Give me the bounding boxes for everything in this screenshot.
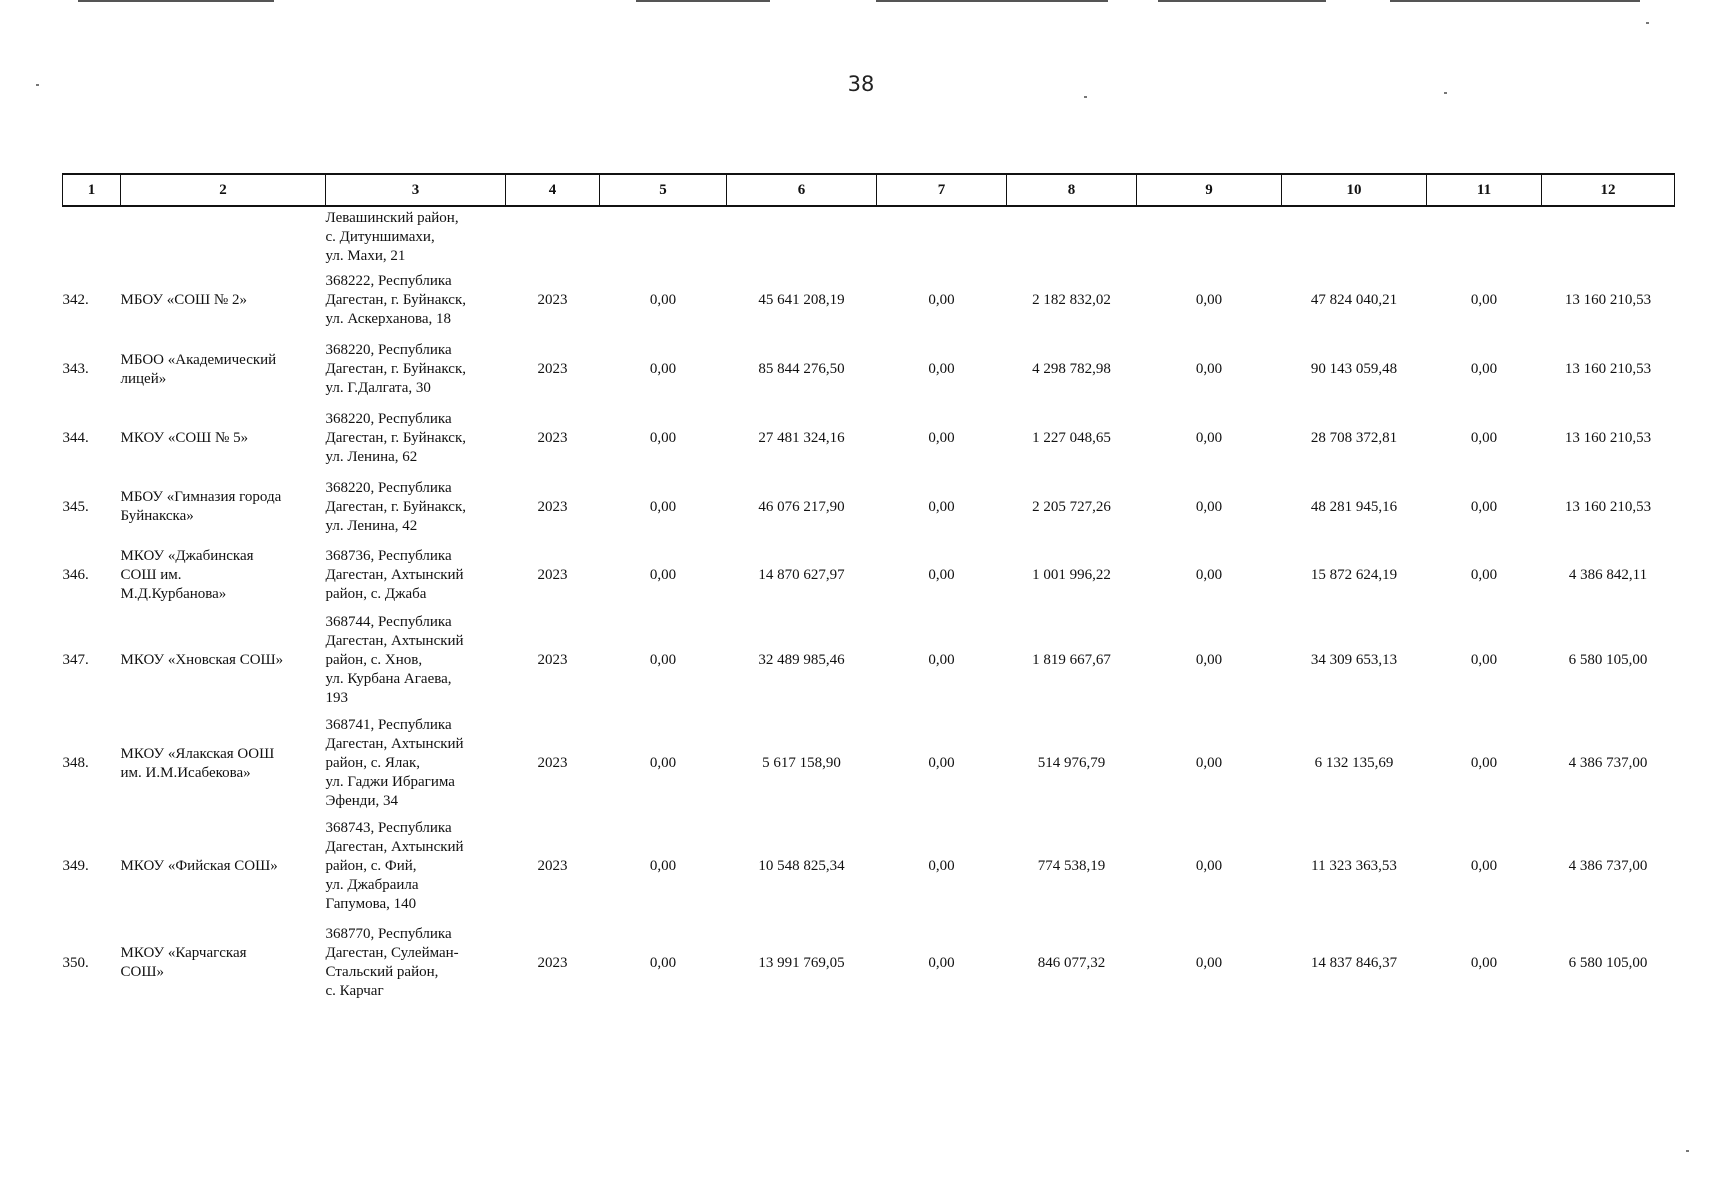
cell-col-11: 0,00 — [1470, 954, 1498, 971]
address-line: район, с. Джаба — [325, 585, 427, 602]
scan-speck — [1444, 92, 1447, 94]
table-row — [63, 815, 1675, 918]
cell-col-6: 45 641 208,19 — [758, 292, 845, 308]
cell-col-8: 1 819 667,67 — [1032, 652, 1111, 668]
cell-col-4: 2023 — [537, 498, 568, 515]
cell-col-10: 90 143 059,48 — [1310, 361, 1398, 377]
cell-num: 347. — [62, 652, 89, 668]
cell-col-9: 0,00 — [1195, 954, 1223, 971]
top-rule — [78, 0, 274, 2]
institution-name-line: М.Д.Курбанова» — [120, 585, 227, 602]
column-header-5: 5 — [600, 174, 727, 206]
address-line: Гапумова, 140 — [325, 896, 417, 912]
cell-col-10: 15 872 624,19 — [1310, 566, 1398, 583]
address-line: 368220, Республика — [325, 342, 452, 358]
cell-num: 346. — [62, 566, 89, 583]
institution-name-line: МБОУ «СОШ № 2» — [120, 292, 247, 308]
cell-address — [326, 541, 506, 609]
institution-name-line: МБОУ «Гимназия города — [120, 489, 282, 505]
institution-name-line: МКОУ «Фийская СОШ» — [120, 858, 278, 874]
address-line: ул. Ленина, 62 — [325, 449, 418, 465]
table-row — [63, 473, 1675, 541]
address-line: район, с. Фий, — [325, 858, 417, 874]
cell-name — [121, 541, 326, 609]
address-line: 368736, Республика — [325, 547, 452, 564]
address-line: 193 — [325, 690, 348, 706]
cell-col-5 — [600, 206, 727, 266]
column-header-12: 12 — [1542, 174, 1675, 206]
cell-col-7: 0,00 — [928, 292, 955, 308]
column-header-1: 1 — [63, 174, 121, 206]
cell-col-8: 514 976,79 — [1037, 755, 1106, 771]
cell-name — [121, 335, 326, 404]
address-line: 368744, Республика — [325, 614, 452, 630]
cell-num — [63, 206, 121, 266]
cell-col-12: 4 386 737,00 — [1568, 755, 1648, 771]
cell-col-11: 0,00 — [1470, 498, 1498, 515]
cell-col-11: 0,00 — [1470, 430, 1498, 446]
scan-speck — [1084, 96, 1087, 98]
cell-col-6 — [727, 206, 877, 266]
address-line: Дагестан, г. Буйнакск, — [325, 292, 466, 308]
page-number: 38 — [847, 72, 875, 96]
address-line: 368770, Республика — [325, 926, 452, 942]
cell-col-9: 0,00 — [1195, 652, 1223, 668]
cell-num: 343. — [62, 361, 89, 377]
cell-col-4: 2023 — [537, 361, 568, 377]
institution-name-line: МКОУ «Ялакская ООШ — [120, 745, 275, 762]
header-row — [63, 174, 1675, 206]
address-line: 368220, Республика — [325, 411, 452, 427]
cell-col-8 — [1007, 206, 1137, 266]
cell-name — [121, 404, 326, 473]
institution-name-line: МКОУ «Карчагская — [120, 945, 247, 961]
cell-col-5: 0,00 — [649, 498, 677, 515]
table-row — [63, 266, 1675, 335]
cell-col-6: 85 844 276,50 — [758, 361, 845, 377]
address-line: Дагестан, Ахтынский — [325, 736, 464, 752]
address-line: район, с. Хнов, — [325, 652, 423, 668]
cell-col-9: 0,00 — [1195, 498, 1223, 515]
cell-col-6: 27 481 324,16 — [758, 430, 845, 446]
cell-col-10: 34 309 653,13 — [1310, 652, 1398, 668]
cell-name — [121, 712, 326, 815]
cell-col-5: 0,00 — [649, 361, 677, 377]
address-line: Эфенди, 34 — [325, 793, 398, 809]
cell-name — [121, 609, 326, 712]
cell-col-5: 0,00 — [649, 566, 677, 583]
cell-col-10: 47 824 040,21 — [1310, 292, 1398, 308]
column-header-11: 11 — [1427, 174, 1542, 206]
institution-name-line: СОШ» — [120, 964, 164, 980]
cell-address — [326, 335, 506, 404]
column-header-6: 6 — [727, 174, 877, 206]
cell-col-9: 0,00 — [1195, 755, 1223, 771]
cell-col-10 — [1282, 206, 1427, 266]
cell-col-8: 1 227 048,65 — [1032, 430, 1111, 446]
cell-col-7: 0,00 — [928, 954, 955, 971]
cell-col-8: 2 182 832,02 — [1032, 292, 1111, 308]
cell-col-4: 2023 — [537, 652, 568, 668]
cell-col-8: 846 077,32 — [1037, 954, 1106, 971]
table-row — [63, 335, 1675, 404]
cell-col-12: 13 160 210,53 — [1564, 430, 1652, 446]
cell-col-8: 1 001 996,22 — [1032, 566, 1111, 583]
table-row — [63, 918, 1675, 1008]
cell-col-9: 0,00 — [1195, 361, 1223, 377]
cell-col-4 — [506, 206, 600, 266]
cell-col-12: 13 160 210,53 — [1564, 292, 1652, 308]
top-rule — [1390, 0, 1640, 2]
cell-col-10: 6 132 135,69 — [1314, 755, 1394, 771]
table-body — [63, 206, 1675, 1008]
column-header-2: 2 — [121, 174, 326, 206]
cell-col-12: 13 160 210,53 — [1564, 361, 1652, 377]
cell-address — [326, 712, 506, 815]
cell-col-5: 0,00 — [649, 292, 677, 308]
continuation-row — [63, 206, 1675, 266]
cell-num: 345. — [62, 498, 89, 515]
cell-col-9: 0,00 — [1195, 566, 1223, 583]
cell-col-4: 2023 — [537, 292, 568, 308]
cell-col-11: 0,00 — [1470, 292, 1498, 308]
cell-col-9: 0,00 — [1195, 430, 1223, 446]
cell-col-12: 13 160 210,53 — [1564, 498, 1652, 515]
cell-col-10: 14 837 846,37 — [1310, 954, 1398, 971]
address-line: ул. Курбана Агаева, — [325, 671, 452, 687]
cell-col-5: 0,00 — [649, 755, 677, 771]
cell-col-5: 0,00 — [649, 858, 677, 874]
table-row — [63, 541, 1675, 609]
address-line: Дагестан, Ахтынский — [325, 839, 464, 855]
cell-col-7: 0,00 — [928, 566, 955, 583]
cell-address — [326, 266, 506, 335]
column-header-4: 4 — [506, 174, 600, 206]
cell-col-4: 2023 — [537, 430, 568, 446]
cell-col-7: 0,00 — [928, 858, 955, 874]
cell-address — [326, 404, 506, 473]
cell-name — [121, 918, 326, 1008]
address-line: 368743, Республика — [325, 820, 452, 836]
cell-address — [326, 206, 506, 266]
cell-col-8: 4 298 782,98 — [1032, 361, 1111, 377]
address-line: 368220, Республика — [325, 479, 452, 496]
cell-col-7: 0,00 — [928, 498, 955, 515]
cell-col-7: 0,00 — [928, 361, 955, 377]
institution-name-line: СОШ им. — [120, 566, 182, 583]
column-header-10: 10 — [1282, 174, 1427, 206]
cell-num: 348. — [62, 755, 89, 771]
cell-col-9 — [1137, 206, 1282, 266]
cell-col-12: 6 580 105,00 — [1568, 954, 1648, 971]
institution-name-line: Буйнакска» — [120, 508, 194, 524]
cell-col-11: 0,00 — [1470, 361, 1498, 377]
top-rule — [1158, 0, 1326, 2]
cell-col-11: 0,00 — [1470, 566, 1498, 583]
column-header-3: 3 — [326, 174, 506, 206]
cell-address — [326, 609, 506, 712]
cell-col-6: 10 548 825,34 — [758, 858, 845, 874]
cell-name — [121, 473, 326, 541]
address-line: ул. Аскерханова, 18 — [325, 311, 452, 327]
institution-name-line: лицей» — [120, 370, 167, 387]
address-line: Дагестан, Сулейман- — [325, 945, 459, 961]
cell-col-6: 14 870 627,97 — [758, 566, 845, 583]
cell-col-12: 6 580 105,00 — [1568, 652, 1648, 668]
address-line: Левашинский район, — [325, 210, 459, 226]
cell-col-6: 5 617 158,90 — [762, 755, 841, 771]
cell-num: 344. — [62, 430, 89, 446]
address-line: с. Дитуншимахи, — [325, 229, 435, 245]
cell-col-5: 0,00 — [649, 954, 677, 971]
cell-col-12: 4 386 842,11 — [1568, 566, 1648, 583]
address-line: с. Карчаг — [325, 983, 384, 999]
column-header-7: 7 — [877, 174, 1007, 206]
address-line: ул. Гаджи Ибрагима — [325, 774, 455, 790]
address-line: Дагестан, Ахтынский — [325, 633, 464, 649]
cell-col-9: 0,00 — [1195, 858, 1223, 874]
scan-speck — [1646, 22, 1649, 24]
cell-col-8: 2 205 727,26 — [1032, 498, 1111, 515]
cell-col-4: 2023 — [537, 566, 568, 583]
cell-col-10: 11 323 363,53 — [1311, 858, 1397, 874]
cell-name — [121, 815, 326, 918]
cell-col-6: 13 991 769,05 — [758, 954, 845, 971]
address-line: ул. Г.Далгата, 30 — [325, 380, 431, 396]
cell-col-5: 0,00 — [649, 652, 677, 668]
address-line: Дагестан, Ахтынский — [325, 566, 464, 583]
data-table — [62, 173, 1675, 1008]
cell-col-7: 0,00 — [928, 755, 955, 771]
table-row — [63, 712, 1675, 815]
cell-address — [326, 918, 506, 1008]
cell-col-10: 48 281 945,16 — [1310, 498, 1398, 515]
cell-name — [121, 266, 326, 335]
address-line: ул. Джабраила — [325, 877, 419, 893]
address-line: Стальский район, — [325, 964, 439, 980]
institution-name-line: МКОУ «СОШ № 5» — [120, 430, 249, 446]
cell-col-4: 2023 — [537, 755, 568, 771]
cell-col-11: 0,00 — [1470, 652, 1498, 668]
address-line: Дагестан, г. Буйнакск, — [325, 361, 466, 377]
cell-col-11: 0,00 — [1470, 858, 1498, 874]
cell-num: 349. — [62, 858, 89, 874]
cell-num: 342. — [62, 292, 89, 308]
cell-address — [326, 815, 506, 918]
cell-col-11: 0,00 — [1470, 755, 1498, 771]
cell-col-12: 4 386 737,00 — [1568, 858, 1648, 874]
address-line: район, с. Ялак, — [325, 755, 421, 771]
address-line: Дагестан, г. Буйнакск, — [325, 430, 466, 446]
cell-col-11 — [1427, 206, 1542, 266]
institution-name-line: им. И.М.Исабекова» — [120, 764, 251, 781]
column-header-9: 9 — [1137, 174, 1282, 206]
table-row — [63, 404, 1675, 473]
cell-col-7: 0,00 — [928, 430, 955, 446]
cell-num: 350. — [62, 954, 89, 971]
table-row — [63, 609, 1675, 712]
column-header-8: 8 — [1007, 174, 1137, 206]
cell-col-10: 28 708 372,81 — [1310, 430, 1398, 446]
address-line: ул. Махи, 21 — [325, 248, 406, 264]
address-line: 368741, Республика — [325, 717, 452, 733]
cell-col-7 — [877, 206, 1007, 266]
address-line: ул. Ленина, 42 — [325, 517, 418, 534]
cell-col-4: 2023 — [537, 858, 568, 874]
scan-speck — [1686, 1150, 1689, 1152]
cell-col-6: 32 489 985,46 — [758, 652, 845, 668]
scan-speck — [36, 84, 39, 86]
address-line: Дагестан, г. Буйнакск, — [325, 498, 466, 515]
cell-col-9: 0,00 — [1195, 292, 1223, 308]
cell-col-8: 774 538,19 — [1037, 858, 1106, 874]
address-line: 368222, Республика — [325, 273, 452, 289]
cell-col-5: 0,00 — [649, 430, 677, 446]
cell-address — [326, 473, 506, 541]
cell-col-6: 46 076 217,90 — [758, 498, 845, 515]
institution-name-line: МКОУ «Джабинская — [120, 547, 254, 564]
top-rule — [636, 0, 770, 2]
institution-name-line: МКОУ «Хновская СОШ» — [120, 652, 284, 668]
top-rule — [876, 0, 1108, 2]
cell-col-7: 0,00 — [928, 652, 955, 668]
cell-col-4: 2023 — [537, 954, 568, 971]
cell-name — [121, 206, 326, 266]
institution-name-line: МБОО «Академический — [120, 351, 277, 368]
cell-col-12 — [1542, 206, 1675, 266]
